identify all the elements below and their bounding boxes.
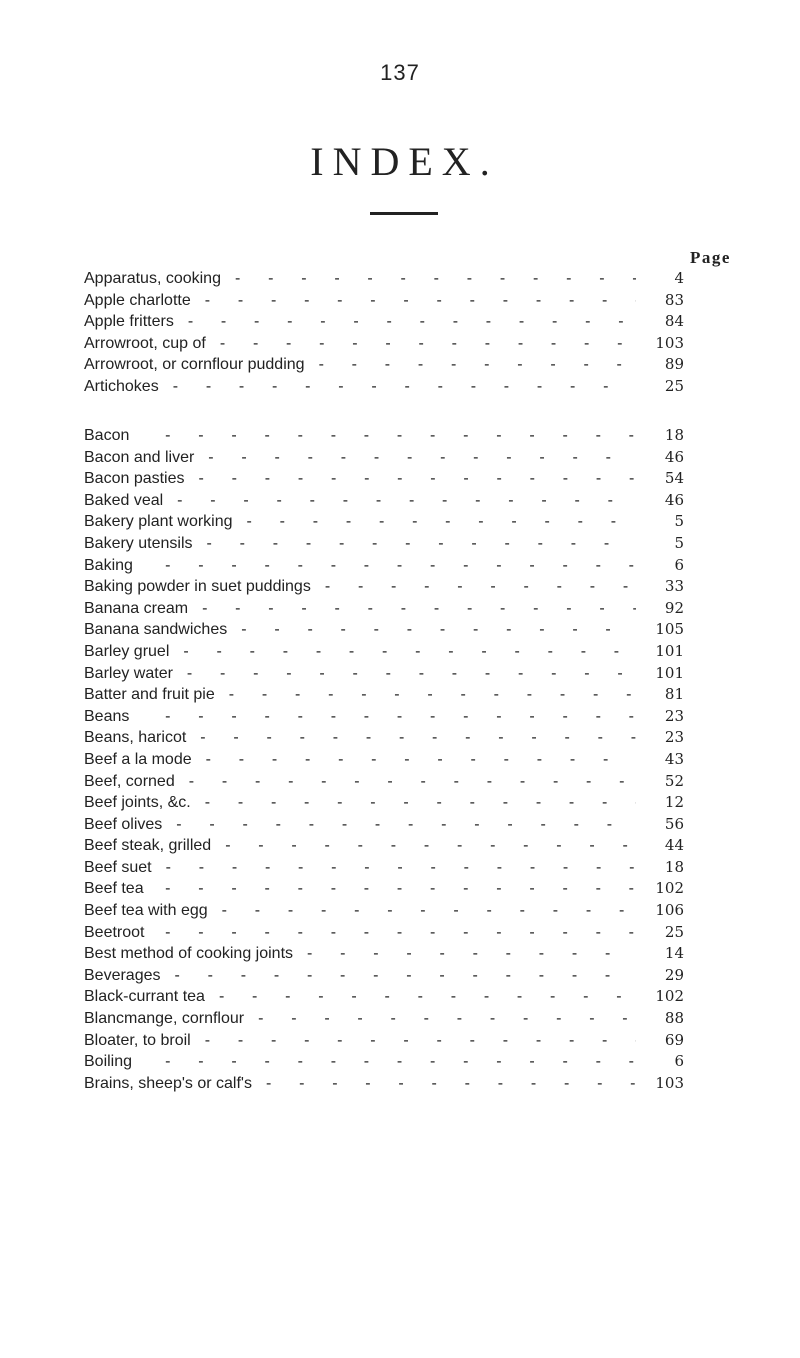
entry-page-number: 6 [674, 555, 684, 574]
entry-label: Beef suet [84, 858, 152, 876]
dot-leader [235, 268, 636, 290]
entry-page-number: 23 [664, 728, 684, 747]
entry-page-number: 4 [674, 269, 684, 287]
entry-label: Bakery plant working [84, 513, 233, 531]
dot-leader [247, 511, 636, 533]
entry-label: Beverages [84, 966, 161, 984]
index-entry [84, 376, 684, 398]
entry-label: Baking powder in suet puddings [84, 578, 311, 596]
dot-leader [207, 533, 637, 555]
entry-page-number: 33 [664, 577, 684, 596]
entry-page-number: 23 [664, 706, 684, 725]
entry-label: Black-currant tea [84, 988, 205, 1006]
dot-leader [220, 333, 636, 355]
index-entry [84, 1030, 684, 1052]
index-entry [84, 311, 684, 333]
index-entry [84, 771, 684, 793]
index-entry [84, 922, 684, 944]
dot-leader [175, 965, 637, 987]
entry-page-number: 18 [664, 857, 684, 876]
entry-label: Beef steak, grilled [84, 837, 212, 855]
entry-label: Apple charlotte [84, 291, 191, 309]
dot-leader [143, 706, 636, 728]
entry-page-number: 103 [655, 1073, 684, 1092]
dot-leader [147, 555, 636, 577]
entry-page-number: 102 [655, 879, 684, 898]
index-entry [84, 1008, 684, 1030]
entry-label: Beef tea with egg [84, 902, 208, 920]
dot-leader [319, 354, 636, 376]
entry-label: Apple fritters [84, 313, 174, 331]
dot-leader [173, 376, 636, 398]
index-entry [84, 447, 684, 469]
entry-label: Beef a la mode [84, 750, 192, 768]
entry-page-number: 105 [655, 620, 684, 639]
entry-label: Beans, haricot [84, 729, 187, 747]
index-entry [84, 468, 684, 490]
entry-label: Baked veal [84, 491, 164, 509]
entry-label: Bacon pasties [84, 470, 185, 488]
entry-label: Batter and fruit pie [84, 686, 215, 704]
index-entry [84, 290, 684, 312]
index-entry [84, 965, 684, 987]
dot-leader [177, 490, 636, 512]
index-entry [84, 619, 684, 641]
index-entry [84, 576, 684, 598]
index-entry [84, 663, 684, 685]
dot-leader [205, 792, 636, 814]
entry-page-number: 88 [664, 1009, 684, 1028]
entry-page-number: 43 [664, 749, 684, 768]
index-entry [84, 749, 684, 771]
dot-leader [200, 727, 636, 749]
entry-label: Artichokes [84, 377, 159, 395]
entry-page-number: 46 [664, 447, 684, 466]
dot-leader [219, 986, 636, 1008]
entry-label: Arrowroot, cup of [84, 334, 206, 352]
entry-page-number: 84 [664, 312, 684, 331]
dot-leader [241, 619, 636, 641]
dot-leader [325, 576, 636, 598]
dot-leader [206, 749, 636, 771]
entry-page-number: 101 [655, 641, 684, 660]
index-entry [84, 1051, 684, 1073]
index-entry [84, 706, 684, 728]
page-title: INDEX. [310, 139, 499, 184]
index-entry [84, 533, 684, 555]
dot-leader [187, 663, 636, 685]
entry-page-number: 92 [664, 598, 684, 617]
dot-leader [202, 598, 636, 620]
entry-label: Beef olives [84, 815, 163, 833]
dot-leader [229, 684, 636, 706]
entry-label: Bakery utensils [84, 534, 193, 552]
dot-leader [166, 857, 636, 879]
dot-leader [183, 641, 636, 663]
page-column-header: Page [690, 248, 731, 267]
dot-leader [258, 1008, 636, 1030]
index-entry [84, 835, 684, 857]
entry-page-number: 102 [655, 987, 684, 1006]
entry-label: Banana cream [84, 599, 189, 617]
dot-leader [143, 425, 636, 447]
index-entry [84, 511, 684, 533]
entry-page-number: 46 [664, 490, 684, 509]
entry-label: Beef, corned [84, 772, 175, 790]
index-entry [84, 727, 684, 749]
entry-label: Bacon [84, 427, 130, 444]
entry-page-number: 25 [664, 376, 684, 395]
entry-page-number: 56 [664, 814, 684, 833]
index-entry [84, 354, 684, 376]
index-entry [84, 598, 684, 620]
index-entry [84, 555, 684, 577]
dot-leader [189, 771, 636, 793]
entry-label: Banana sandwiches [84, 621, 228, 639]
entry-label: Blancmange, cornflour [84, 1010, 245, 1028]
dot-leader [158, 878, 636, 900]
entry-page-number: 6 [674, 1052, 684, 1071]
index-entry [84, 943, 684, 965]
dot-leader [225, 835, 636, 857]
entry-page-number: 89 [664, 355, 684, 374]
index-entry [84, 857, 684, 879]
entry-page-number: 5 [674, 512, 684, 531]
entry-page-number: 69 [664, 1030, 684, 1049]
dot-leader [188, 311, 636, 333]
entry-label: Beans [84, 707, 130, 725]
entry-label: Boiling [84, 1053, 133, 1071]
dot-leader [222, 900, 636, 922]
index-entry [84, 900, 684, 922]
entry-page-number: 103 [655, 333, 684, 352]
entry-label: Barley gruel [84, 642, 170, 660]
entry-page-number: 106 [655, 901, 684, 920]
dot-leader [205, 290, 636, 312]
entry-page-number: 101 [655, 663, 684, 682]
entry-label: Baking [84, 556, 133, 574]
index-entry [84, 878, 684, 900]
entry-page-number: 18 [664, 426, 684, 444]
index-entry [84, 684, 684, 706]
entry-label: Beef joints, &c. [84, 794, 191, 812]
title-rule [370, 212, 438, 215]
entry-page-number: 52 [664, 771, 684, 790]
index-entry [84, 1073, 684, 1095]
page-number: 137 [380, 60, 420, 85]
entry-page-number: 12 [664, 793, 684, 812]
entry-page-number: 29 [664, 965, 684, 984]
entry-page-number: 81 [664, 685, 684, 704]
dot-leader [199, 468, 636, 490]
index-entry [84, 792, 684, 814]
entry-label: Best method of cooking joints [84, 945, 294, 963]
entry-label: Bacon and liver [84, 448, 195, 466]
entry-page-number: 54 [664, 469, 684, 488]
dot-leader [307, 943, 636, 965]
index-group-a [84, 268, 684, 398]
dot-leader [176, 814, 636, 836]
dot-leader [158, 922, 636, 944]
entry-label: Beef tea [84, 880, 144, 898]
dot-leader [266, 1073, 636, 1095]
entry-label: Apparatus, cooking [84, 270, 221, 287]
entry-label: Bloater, to broil [84, 1031, 191, 1049]
index-entry [84, 490, 684, 512]
entry-label: Beetroot [84, 923, 145, 941]
index-entry [84, 986, 684, 1008]
dot-leader [208, 447, 636, 469]
entry-label: Arrowroot, or cornflour pudding [84, 356, 305, 374]
index-entry [84, 333, 684, 355]
dot-leader [205, 1030, 636, 1052]
index-entry [84, 641, 684, 663]
index-entry [84, 814, 684, 836]
index-entry [84, 268, 684, 290]
entry-page-number: 14 [664, 944, 684, 963]
entry-page-number: 83 [664, 290, 684, 309]
index-group-b [84, 425, 684, 1094]
entry-page-number: 5 [674, 533, 684, 552]
entry-label: Barley water [84, 664, 173, 682]
entry-page-number: 25 [664, 922, 684, 941]
dot-leader [146, 1051, 636, 1073]
index-entry [84, 425, 684, 447]
entry-label: Brains, sheep's or calf's [84, 1074, 252, 1092]
entry-page-number: 44 [664, 836, 684, 855]
